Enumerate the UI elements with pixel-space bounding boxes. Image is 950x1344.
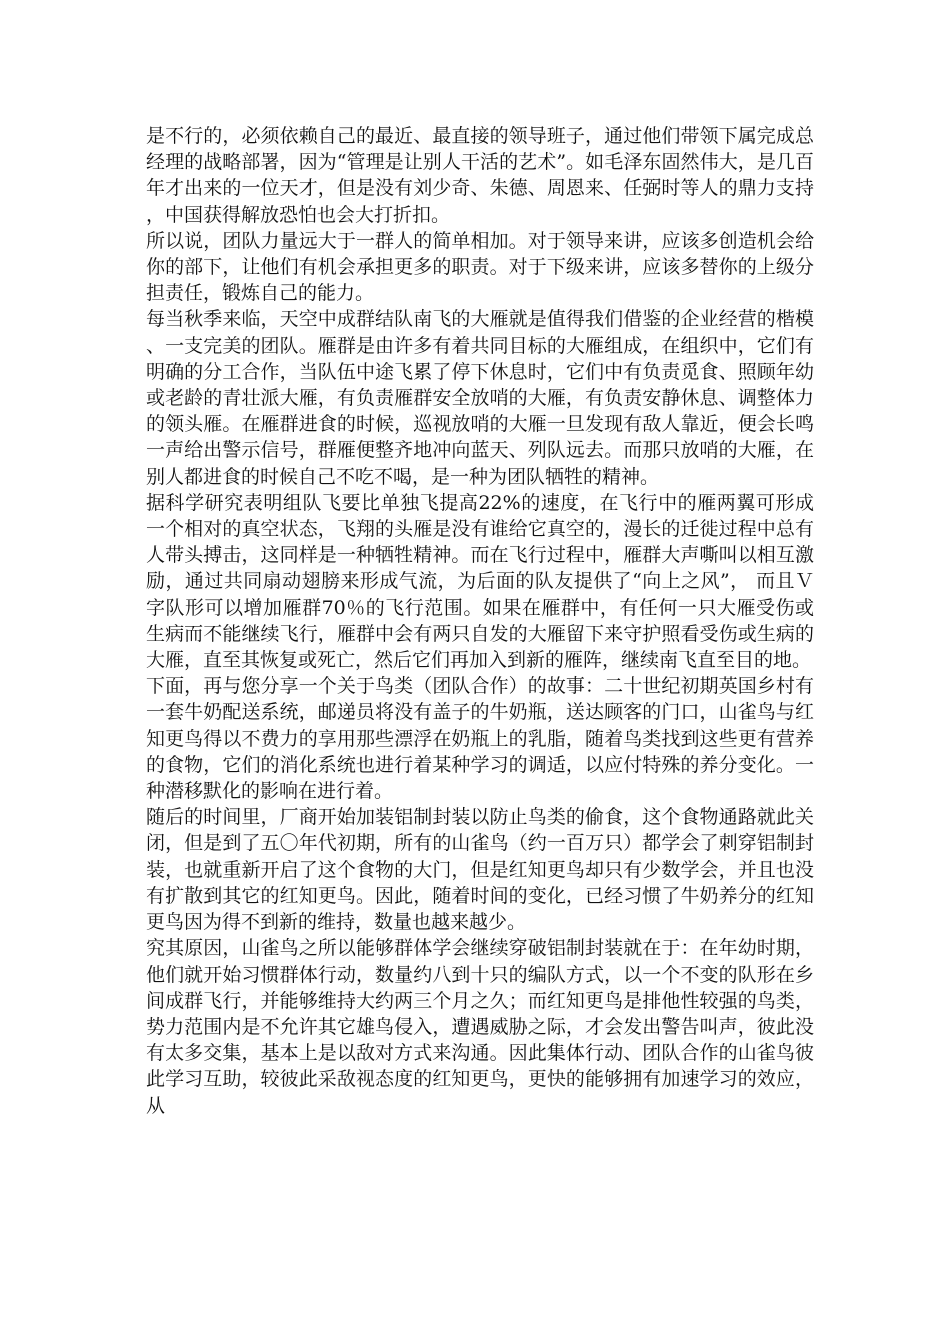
paragraph: 随后的时间里，厂商开始加装铝制封装以防止鸟类的偷食，这个食物通路就此关闭，但是到了五〇年代初期，所有的山雀鸟（约一百万只）都学会了刺穿铝制封装，也就重新开启了这个食物的大门，但是红知更鸟却只有少数学会，并且也没有扩散到其它的红知更鸟。因此，随着时间的变化，已经习惯了牛奶养分的红知更鸟因为得不到新的维持，数量也越来越少。 (146, 806, 814, 934)
document-body (146, 123, 814, 1119)
paragraph: 据科学研究表明组队飞要比单独飞提高22%的速度，在飞行中的雁两翼可形成一个相对的真空状态，飞翔的头雁是没有谁给它真空的，漫长的迁徙过程中总有人带头搏击，这同样是一种牺牲精神。而在飞行过程中，雁群大声嘶叫以相互激励，通过共同扇动翅膀来形成气流，为后面的队友提供了“向上之风”， 而且Ｖ字队形可以增加雁群70％的飞行范围。如果在雁群中，有任何一只大雁受伤或生病而不能继续飞行，雁群中会有两只自发的大雁留下来守护照看受伤或生病的大雁，直至其恢复或死亡，然后它们再加入到新的雁阵，继续南飞直至目的地。 (146, 491, 814, 672)
paragraph: 每当秋季来临，天空中成群结队南飞的大雁就是值得我们借鉴的企业经营的楷模、一支完美的团队。雁群是由许多有着共同目标的大雁组成，在组织中，它们有明确的分工合作，当队伍中途飞累了停下休息时，它们中有负责觅食、照顾年幼或老龄的青壮派大雁，有负责雁群安全放哨的大雁，有负责安静休息、调整体力的领头雁。在雁群进食的时候，巡视放哨的大雁一旦发现有敌人靠近，便会长鸣一声给出警示信号，群雁便整齐地冲向蓝天、列队远去。而那只放哨的大雁，在别人都进食的时候自己不吃不喝，是一种为团队牺牲的精神。 (146, 308, 814, 488)
paragraph: 下面，再与您分享一个关于鸟类（团队合作）的故事：二十世纪初期英国乡村有一套牛奶配送系统，邮递员将没有盖子的牛奶瓶，送达顾客的门口，山雀鸟与红知更鸟得以不费力的享用那些漂浮在奶瓶上的乳脂，随着鸟类找到这些更有营养的食物，它们的消化系统也进行着某种学习的调适，以应付特殊的养分变化。一种潜移默化的影响在进行着。 (146, 675, 814, 803)
paragraph: 所以说，团队力量远大于一群人的简单相加。对于领导来讲，应该多创造机会给你的部下，让他们有机会承担更多的职责。对于下级来讲，应该多替你的上级分担责任，锻炼自己的能力。 (146, 229, 814, 305)
paragraph: 是不行的，必须依赖自己的最近、最直接的领导班子，通过他们带领下属完成总经理的战略部署，因为“管理是让别人干活的艺术”。如毛泽东固然伟大，是几百年才出来的一位天才，但是没有刘少奇、朱德、周恩来、任弼时等人的鼎力支持，中国获得解放恐怕也会大打折扣。 (146, 125, 814, 226)
paragraph: 究其原因，山雀鸟之所以能够群体学会继续穿破铝制封装就在于：在年幼时期，他们就开始习惯群体行动，数量约八到十只的编队方式，以一个不变的队形在乡间成群飞行，并能够维持大约两三个月之久；而红知更鸟是排他性较强的鸟类，势力范围内是不允许其它雄鸟侵入，遭遇威胁之际，才会发出警告叫声，彼此没有太多交集，基本上是以敌对方式来沟通。因此集体行动、团队合作的山雀鸟彼此学习互助，较彼此采敌视态度的红知更鸟，更快的能够拥有加速学习的效应，从 (146, 937, 814, 1117)
